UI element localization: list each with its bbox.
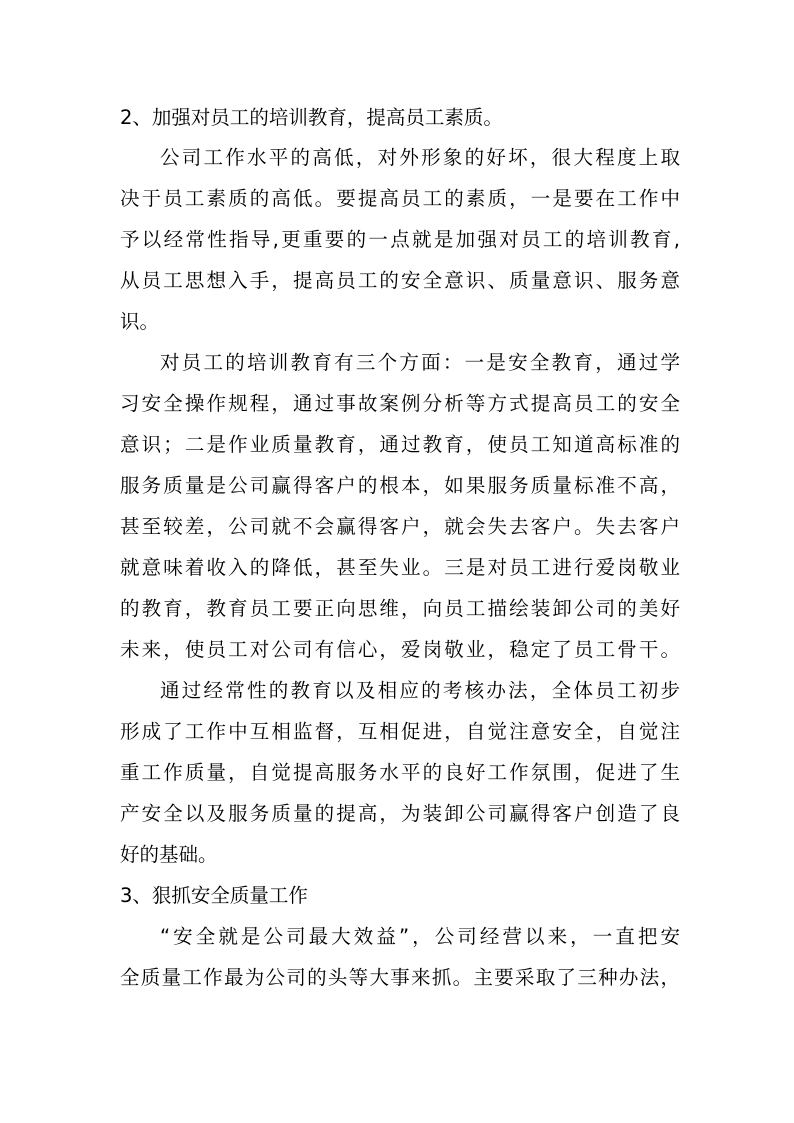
paragraph-line: 全质量工作最为公司的头等大事来抓。主要采取了三种办法， bbox=[120, 966, 680, 989]
paragraph-line: 形成了工作中互相监督，互相促进，自觉注意安全，自觉注 bbox=[120, 720, 680, 743]
paragraph-line: 通过经常性的教育以及相应的考核办法，全体员工初步 bbox=[160, 679, 680, 702]
paragraph-line: 意识；二是作业质量教育，通过教育，使员工知道高标准的 bbox=[120, 433, 680, 456]
paragraph-line: 决于员工素质的高低。要提高员工的素质，一是要在工作中 bbox=[120, 187, 680, 210]
section-heading-2: 2、加强对员工的培训教育，提高员工素质。 bbox=[120, 106, 503, 129]
paragraph-line: 好的基础。 bbox=[120, 843, 218, 866]
paragraph-line: 就意味着收入的降低，甚至失业。三是对员工进行爱岗敬业 bbox=[120, 556, 680, 579]
paragraph-line: 予以经常性指导,更重要的一点就是加强对员工的培训教育, bbox=[120, 228, 680, 251]
paragraph-line: 甚至较差，公司就不会赢得客户，就会失去客户。失去客户 bbox=[120, 515, 680, 538]
paragraph-line: “安全就是公司最大效益”，公司经营以来，一直把安 bbox=[160, 925, 680, 948]
paragraph-line: 重工作质量，自觉提高服务水平的良好工作氛围，促进了生 bbox=[120, 761, 680, 784]
paragraph-line: 服务质量是公司赢得客户的根本，如果服务质量标准不高， bbox=[120, 474, 680, 497]
paragraph-line: 从员工思想入手，提高员工的安全意识、质量意识、服务意 bbox=[120, 269, 680, 292]
paragraph-line: 公司工作水平的高低，对外形象的好坏，很大程度上取 bbox=[160, 146, 680, 169]
paragraph-line: 未来，使员工对公司有信心，爱岗敬业，稳定了员工骨干。 bbox=[120, 638, 680, 661]
paragraph-line: 识。 bbox=[120, 310, 160, 333]
paragraph-line: 的教育，教育员工要正向思维，向员工描绘装卸公司的美好 bbox=[120, 597, 680, 620]
paragraph-line: 对员工的培训教育有三个方面：一是安全教育，通过学 bbox=[160, 351, 680, 374]
paragraph-line: 习安全操作规程，通过事故案例分析等方式提高员工的安全 bbox=[120, 392, 680, 415]
paragraph-line: 产安全以及服务质量的提高，为装卸公司赢得客户创造了良 bbox=[120, 802, 680, 825]
section-heading-3: 3、狠抓安全质量工作 bbox=[120, 884, 308, 907]
